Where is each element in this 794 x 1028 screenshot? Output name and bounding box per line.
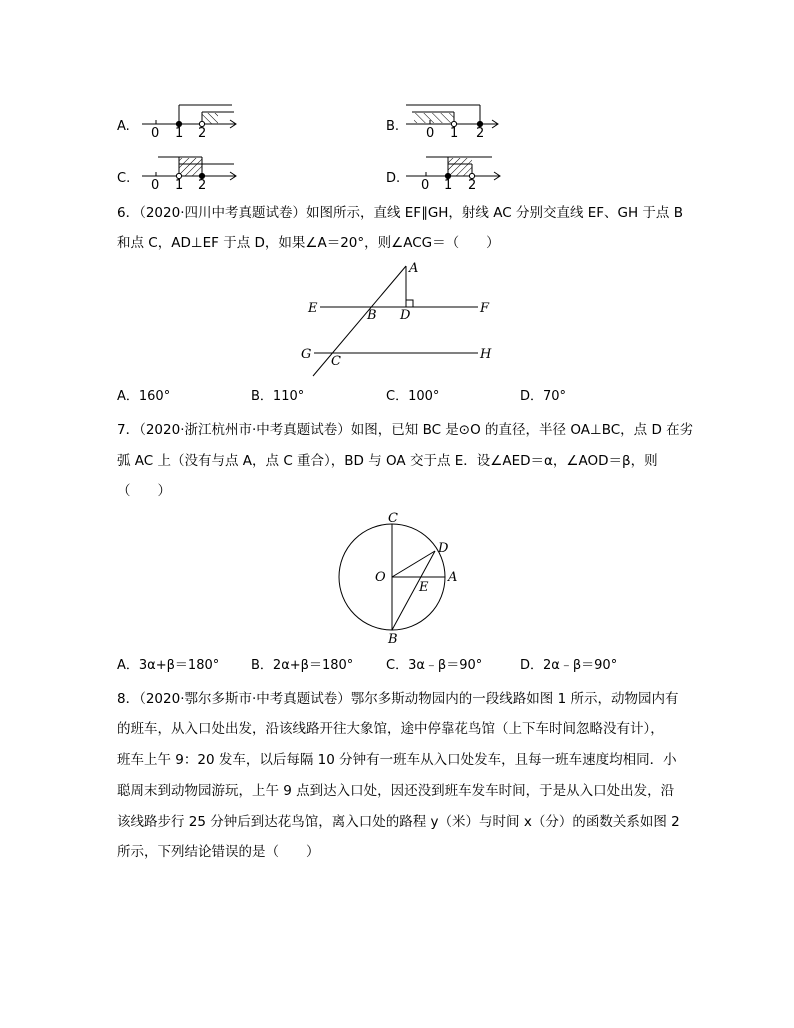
q6-choice-a: A．160° xyxy=(117,389,171,404)
q8-stem-line-2: 的班车，从入口处出发，沿该线路开往大象馆，途中停靠花鸟馆（上下车时间忽略没有计）， xyxy=(117,721,664,737)
q6-label-d: D xyxy=(400,308,411,323)
q6-label-c: C xyxy=(331,354,341,369)
option-c-tick-0: 0 xyxy=(151,178,160,193)
q7-choice-b: B．2α+β＝180° xyxy=(251,658,354,673)
q8-stem-line-6: 所示，下列结论错误的是（ ） xyxy=(117,844,320,860)
q6-choice-b: B．110° xyxy=(251,389,305,404)
option-c-tick-1: 1 xyxy=(175,178,184,193)
q7-stem-line-1: 7．（2020·浙江杭州市·中考真题试卷）如图，已知 BC 是⊙O 的直径，半径 OA⊥BC，点 D 在劣 xyxy=(117,422,694,438)
q7-choice-c: C．3α﹣β＝90° xyxy=(386,658,483,673)
option-b-tick-1: 1 xyxy=(450,126,459,141)
option-d-tick-1: 1 xyxy=(444,178,453,193)
q7-circle-figure xyxy=(330,508,470,648)
option-a-tick-2: 2 xyxy=(198,126,207,141)
q7-label-e: E xyxy=(419,580,429,595)
option-a-number-line xyxy=(138,100,248,142)
q6-label-g: G xyxy=(301,347,312,362)
option-a-tick-1: 1 xyxy=(175,126,184,141)
q6-label-b: B xyxy=(367,308,377,323)
option-c-letter: C. xyxy=(117,171,131,186)
option-d-tick-0: 0 xyxy=(421,178,430,193)
q6-parallel-lines-figure xyxy=(296,258,506,382)
q7-stem-line-2: 弧 AC 上（没有与点 A，点 C 重合），BD 与 OA 交于点 E．设∠AED＝α，∠AOD＝β，则 xyxy=(117,453,658,469)
option-b-tick-0: 0 xyxy=(426,126,435,141)
q7-stem-line-3: （ ） xyxy=(117,483,171,499)
q6-choice-d: D．70° xyxy=(520,389,567,404)
q7-choice-d: D．2α﹣β＝90° xyxy=(520,658,618,673)
option-a-tick-0: 0 xyxy=(151,126,160,141)
q6-label-h: H xyxy=(480,347,492,362)
q7-label-o: O xyxy=(375,570,386,585)
q8-stem-line-1: 8．（2020·鄂尔多斯市·中考真题试卷）鄂尔多斯动物园内的一段线路如图 1 所示，动物园内有 xyxy=(117,691,679,707)
option-b-tick-2: 2 xyxy=(476,126,485,141)
q8-stem-line-4: 聪周末到动物园游玩，上午 9 点到达入口处，因还没到班车发车时间，于是从入口处出发，沿 xyxy=(117,783,675,799)
option-d-tick-2: 2 xyxy=(468,178,477,193)
q6-stem-line-2: 和点 C，AD⊥EF 于点 D，如果∠A＝20°，则∠ACG＝（ ） xyxy=(117,235,500,251)
q6-label-e: E xyxy=(308,301,318,316)
q7-label-d: D xyxy=(438,541,449,556)
q7-choice-a: A．3α+β＝180° xyxy=(117,658,220,673)
option-b-number-line xyxy=(402,100,512,142)
q7-label-b: B xyxy=(388,632,398,647)
option-a-letter: A. xyxy=(117,119,130,134)
q7-label-a: A xyxy=(448,570,458,585)
q7-label-c: C xyxy=(388,511,398,526)
option-b-letter: B. xyxy=(386,119,400,134)
option-c-tick-2: 2 xyxy=(198,178,207,193)
q6-label-f: F xyxy=(480,301,490,316)
q8-stem-line-3: 班车上午 9：20 发车，以后每隔 10 分钟有一班车从入口处发车，且每一班车速度均相同．小 xyxy=(117,752,677,768)
q6-stem-line-1: 6．（2020·四川中考真题试卷）如图所示，直线 EF∥GH，射线 AC 分别交直线 EF、GH 于点 B xyxy=(117,205,683,221)
q6-choice-c: C．100° xyxy=(386,389,440,404)
option-d-letter: D. xyxy=(386,171,401,186)
q8-stem-line-5: 该线路步行 25 分钟后到达花鸟馆，离入口处的路程 y（米）与时间 x（分）的函数关系如图 2 xyxy=(117,814,680,830)
q6-label-a: A xyxy=(409,261,419,276)
option-c-number-line xyxy=(138,152,248,194)
option-d-number-line xyxy=(402,152,512,194)
